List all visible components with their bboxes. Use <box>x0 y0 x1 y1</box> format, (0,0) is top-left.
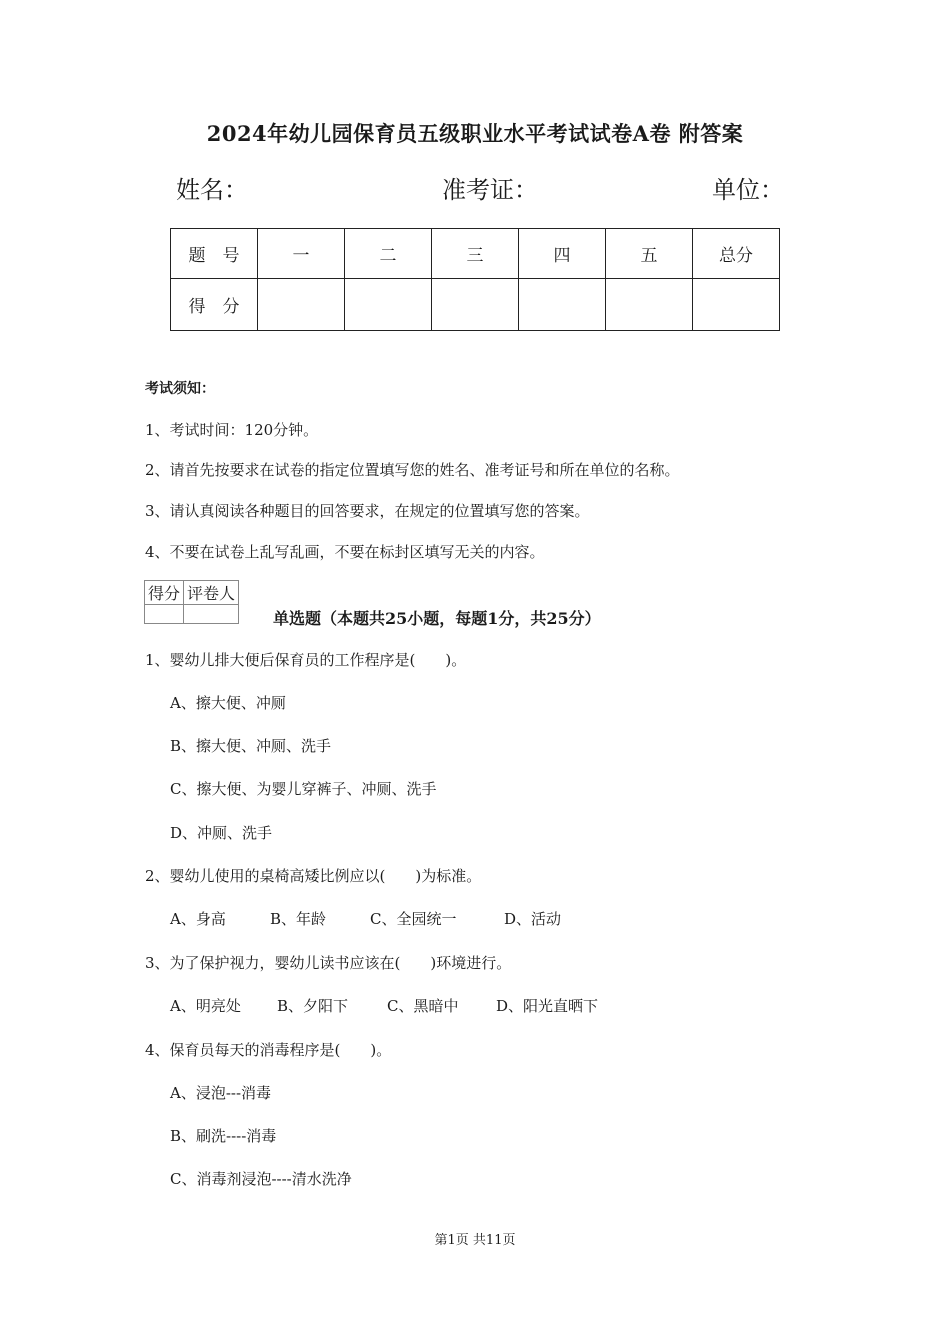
score-table-score-row <box>171 279 780 331</box>
exam-id-field-label: 准考证： <box>442 176 538 204</box>
grader-name-label: 评卷人 <box>184 581 239 605</box>
score-cell[interactable] <box>519 279 606 331</box>
exam-title: 2024年幼儿园保育员五级职业水平考试试卷A卷 附答案 <box>206 121 744 146</box>
score-table-header-cell: 一 <box>258 229 345 279</box>
question-option: D、阳光直晒下 <box>496 997 599 1015</box>
question-option: A、明亮处 <box>170 997 241 1015</box>
score-table-header-cell: 二 <box>345 229 432 279</box>
question-text: 3、为了保护视力，婴幼儿读书应该在( )环境进行。 <box>145 954 512 972</box>
score-table-header-cell: 总分 <box>693 229 780 279</box>
score-table <box>170 228 780 331</box>
question-option: C、消毒剂浸泡----清水洗净 <box>170 1170 352 1188</box>
score-table-header-cell: 题 号 <box>171 229 258 279</box>
question-option: A、擦大便、冲厕 <box>170 694 286 712</box>
score-cell[interactable] <box>606 279 693 331</box>
question-option: A、身高 <box>170 910 226 928</box>
question-option: B、擦大便、冲厕、洗手 <box>170 737 332 755</box>
section-title: 单选题（本题共25小题，每题1分，共25分） <box>273 609 601 628</box>
score-cell[interactable] <box>345 279 432 331</box>
grader-score-label: 得分 <box>145 581 184 605</box>
score-cell[interactable] <box>432 279 519 331</box>
question-option: A、浸泡---消毒 <box>170 1084 272 1102</box>
question-text: 1、婴幼儿排大便后保育员的工作程序是( )。 <box>145 651 467 669</box>
score-row-label: 得 分 <box>171 279 258 331</box>
notice-heading: 考试须知： <box>145 381 215 397</box>
name-field-label: 姓名： <box>176 176 248 204</box>
question-option: C、黑暗中 <box>387 997 459 1015</box>
notice-item: 2、请首先按要求在试卷的指定位置填写您的姓名、准考证号和所在单位的名称。 <box>145 461 680 479</box>
notice-item: 1、考试时间：120分钟。 <box>145 421 319 439</box>
score-table-header-cell: 三 <box>432 229 519 279</box>
question-option: B、年龄 <box>270 910 327 928</box>
score-table-header-row <box>171 229 780 279</box>
notice-item: 4、不要在试卷上乱写乱画，不要在标封区填写无关的内容。 <box>145 543 545 561</box>
score-table-header-cell: 四 <box>519 229 606 279</box>
grader-name-cell[interactable] <box>184 605 239 624</box>
score-cell[interactable] <box>258 279 345 331</box>
question-option: D、冲厕、洗手 <box>170 824 273 842</box>
question-option: C、擦大便、为婴儿穿裤子、冲厕、洗手 <box>170 780 437 798</box>
grader-score-cell[interactable] <box>145 605 184 624</box>
score-table-header-cell: 五 <box>606 229 693 279</box>
notice-item: 3、请认真阅读各种题目的回答要求，在规定的位置填写您的答案。 <box>145 502 590 520</box>
question-text: 2、婴幼儿使用的桌椅高矮比例应以( )为标准。 <box>145 867 482 885</box>
question-option: B、夕阳下 <box>277 997 349 1015</box>
question-text: 4、保育员每天的消毒程序是( )。 <box>145 1041 392 1059</box>
grader-table <box>144 580 239 624</box>
question-option: B、刷洗----消毒 <box>170 1127 277 1145</box>
question-option: D、活动 <box>504 910 562 928</box>
unit-field-label: 单位： <box>712 176 784 204</box>
score-cell[interactable] <box>693 279 780 331</box>
page-footer: 第1页 共11页 <box>434 1233 516 1248</box>
question-option: C、全园统一 <box>370 910 457 928</box>
